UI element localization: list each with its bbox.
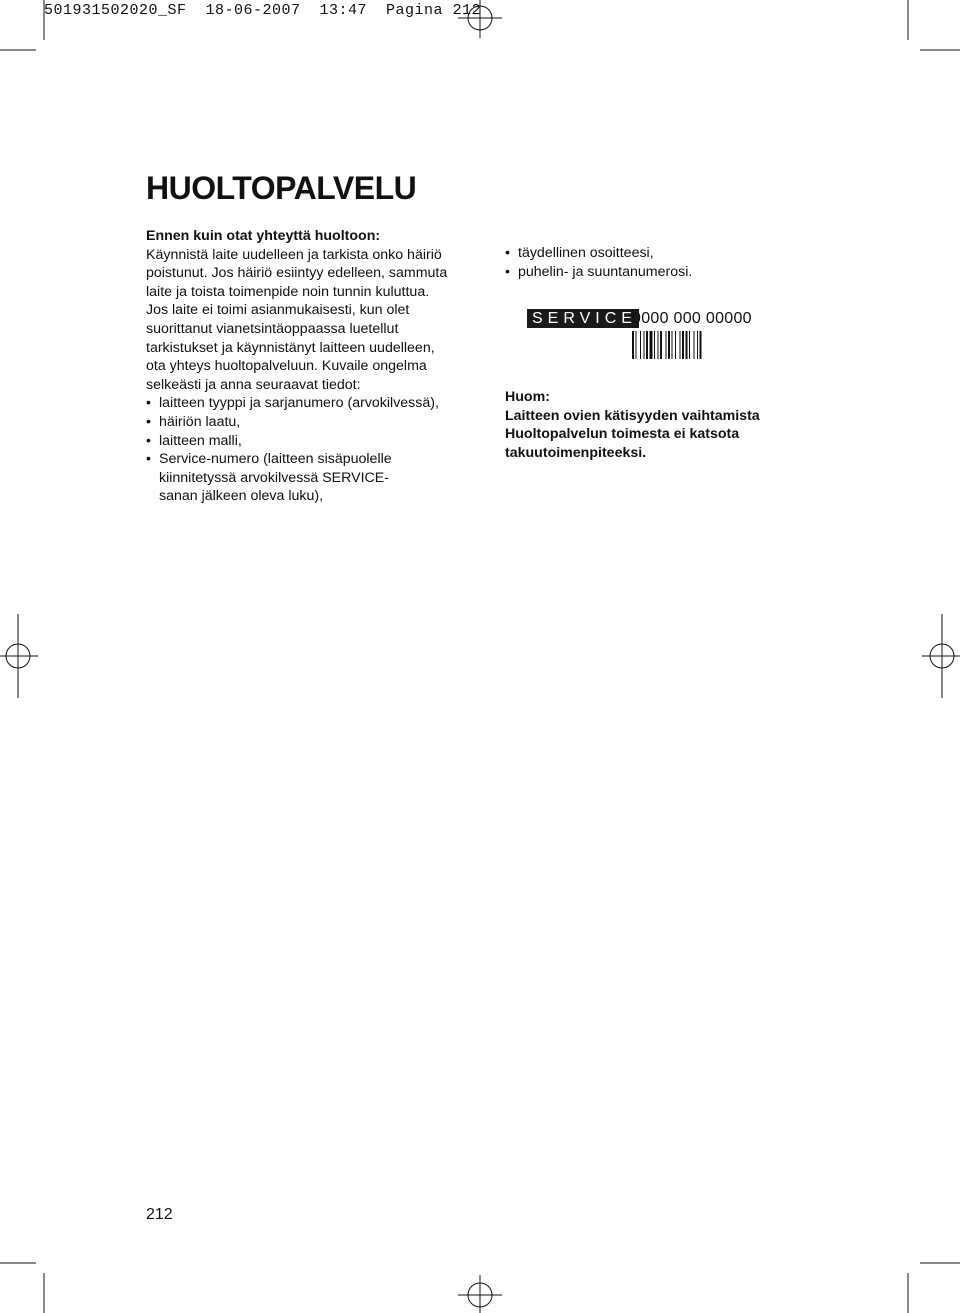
body-line: suorittanut vianetsintäoppaassa luetellut bbox=[146, 320, 399, 337]
barcode-bar bbox=[632, 331, 634, 359]
barcode-bar bbox=[686, 331, 688, 359]
service-label-image bbox=[527, 309, 757, 361]
contact-bullet-list bbox=[505, 244, 825, 281]
list-item: • laitteen tyyppi ja sarjanumero (arvokilvessä), bbox=[146, 394, 466, 413]
body-line: selkeästi ja anna seuraavat tiedot: bbox=[146, 376, 361, 393]
barcode-icon bbox=[632, 331, 746, 359]
barcode-bar bbox=[672, 331, 673, 359]
body-line: ota yhteys huoltopalveluun. Kuvaile ongelma bbox=[146, 358, 427, 375]
list-item: • laitteen malli, bbox=[146, 432, 466, 451]
registration-mark-left bbox=[0, 614, 38, 698]
body-line: laite ja toista toimenpide noin tunnin kuluttua. bbox=[146, 283, 430, 300]
print-slug: 501931502020_SF 18-06-2007 13:47 Pagina 212 bbox=[44, 2, 482, 19]
barcode-bar bbox=[675, 331, 676, 359]
body-line: tarkistukset ja käynnistänyt laitteen uudelleen, bbox=[146, 339, 435, 356]
note-box bbox=[505, 388, 845, 462]
list-item: • häiriön laatu, bbox=[146, 413, 466, 432]
barcode-bar bbox=[689, 331, 690, 359]
barcode-bar bbox=[682, 331, 684, 359]
registration-mark-right bbox=[922, 614, 960, 698]
info-bullet-list bbox=[146, 394, 466, 506]
barcode-bar bbox=[700, 331, 702, 359]
barcode-bar bbox=[644, 331, 645, 359]
barcode-bar bbox=[636, 331, 637, 359]
note-line: takuutoimenpiteeksi. bbox=[505, 444, 647, 461]
barcode-bar bbox=[668, 331, 670, 359]
note-line: Huoltopalvelun toimesta ei katsota bbox=[505, 426, 740, 443]
barcode-bar bbox=[650, 331, 653, 359]
barcode-bar bbox=[694, 331, 695, 359]
body-line: poistunut. Jos häiriö esiintyy edelleen, sammuta bbox=[146, 265, 448, 282]
page-number: 212 bbox=[146, 1206, 173, 1223]
page-title: HUOLTOPALVELU bbox=[146, 170, 417, 206]
service-number: 0000 000 00000 bbox=[632, 310, 752, 327]
barcode-bar bbox=[666, 331, 667, 359]
barcode-bar bbox=[654, 331, 655, 359]
barcode-bar bbox=[646, 331, 648, 359]
note-heading: Huom: bbox=[505, 389, 550, 405]
right-column bbox=[505, 244, 825, 281]
section-heading: Ennen kuin otat yhteyttä huoltoon: bbox=[146, 228, 381, 244]
barcode-bar bbox=[660, 331, 662, 359]
service-word: SERVICE bbox=[527, 309, 639, 328]
list-item: • täydellinen osoitteesi, bbox=[505, 244, 825, 263]
left-column bbox=[146, 227, 466, 506]
list-item: • puhelin- ja suuntanumerosi. bbox=[505, 263, 825, 282]
body-line: Käynnistä laite uudelleen ja tarkista onko häiriö bbox=[146, 246, 442, 263]
body-line: Jos laite ei toimi asianmukaisesti, kun olet bbox=[146, 302, 410, 319]
list-item: • Service-numero (laitteen sisäpuolelle kiinnitetyssä arvokilvessä SERVICE-sanan jälkeen oleva luku), bbox=[146, 450, 424, 506]
registration-mark-bottom bbox=[458, 1275, 502, 1313]
barcode-bar bbox=[658, 331, 659, 359]
barcode-bar bbox=[680, 331, 681, 359]
barcode-bar bbox=[640, 331, 641, 359]
barcode-bar bbox=[697, 331, 698, 359]
note-line: Laitteen ovien kätisyyden vaihtamista bbox=[505, 407, 760, 424]
